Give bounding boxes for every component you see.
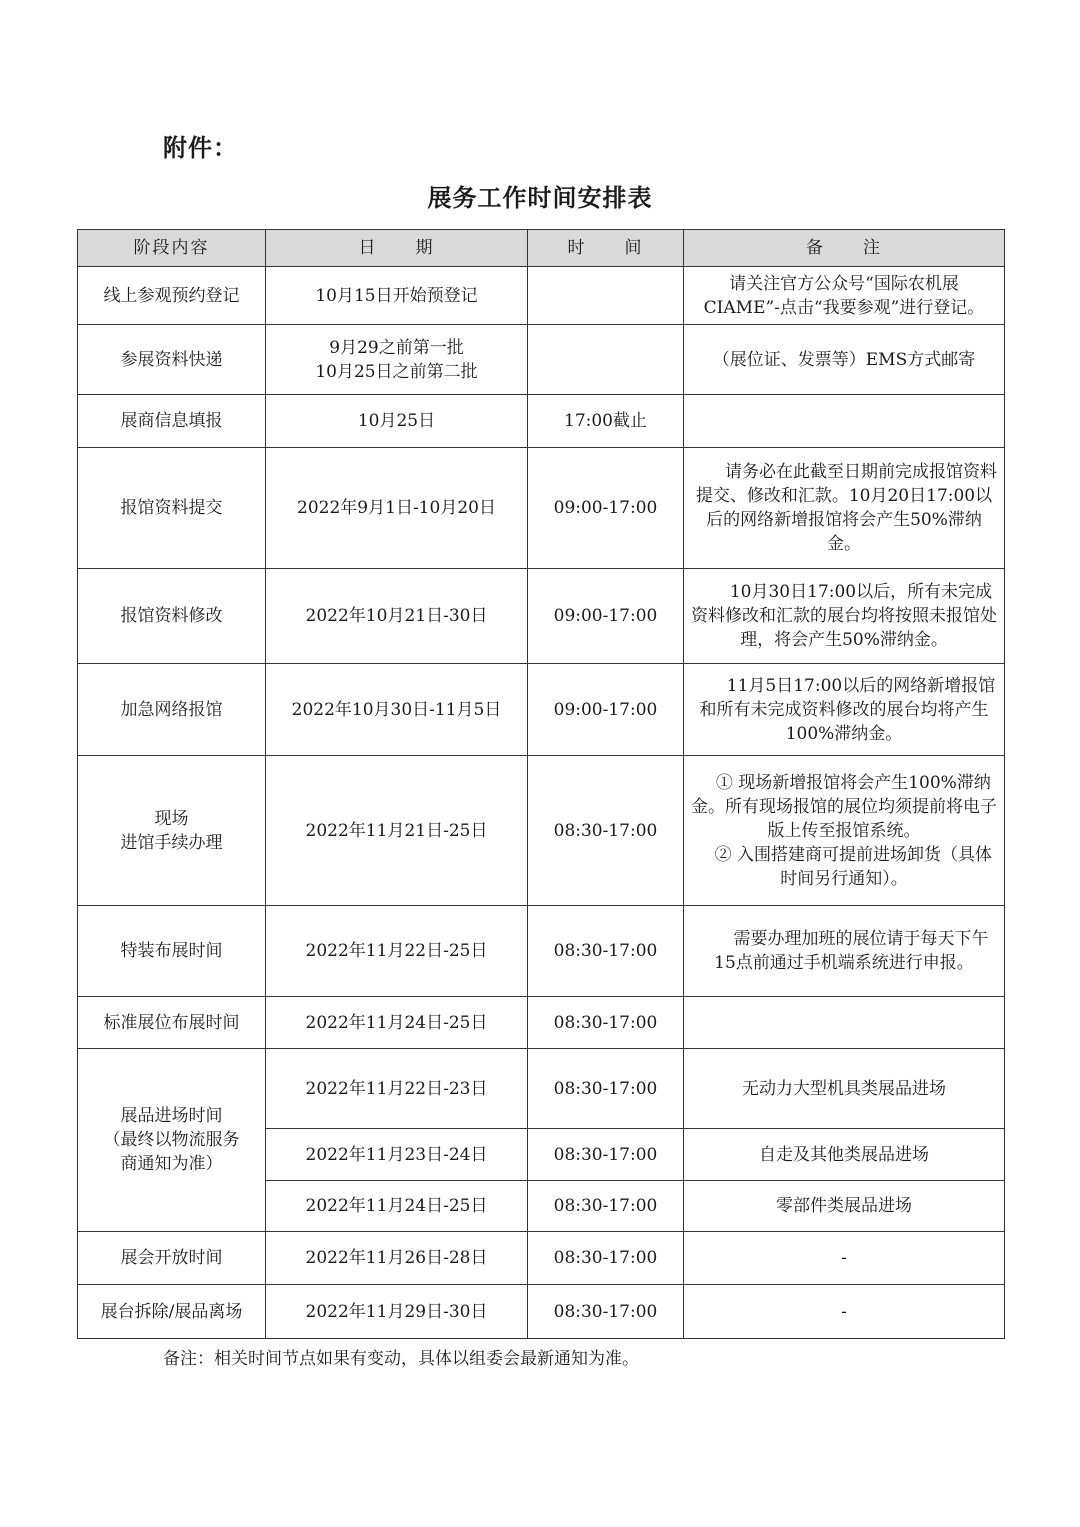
note-cell bbox=[684, 395, 1005, 448]
date-cell: 2022年11月23日-24日 bbox=[266, 1129, 528, 1181]
date-cell bbox=[266, 325, 528, 395]
attachment-label: 附件： bbox=[163, 134, 238, 162]
time-cell: 08:30-17:00 bbox=[528, 906, 684, 997]
stage-cell bbox=[78, 1049, 266, 1232]
note-text: 10月30日17:00以后，所有未完成资料修改和汇款的展台均将按照未报馆处理，将会产生50%滞纳金。 bbox=[691, 582, 997, 650]
page-title: 展务工作时间安排表 bbox=[427, 184, 653, 212]
column-header-time: 时 间 bbox=[528, 230, 684, 267]
column-header-date: 日 期 bbox=[266, 230, 528, 267]
date-cell: 2022年11月22日-25日 bbox=[266, 906, 528, 997]
table-header-row bbox=[78, 230, 1005, 267]
schedule-table bbox=[77, 229, 1005, 1339]
date-cell: 10月15日开始预登记 bbox=[266, 267, 528, 325]
date-cell: 2022年9月1日-10月20日 bbox=[266, 448, 528, 569]
date-cell: 2022年10月30日-11月5日 bbox=[266, 664, 528, 756]
time-cell: 09:00-17:00 bbox=[528, 664, 684, 756]
note-cell: - bbox=[684, 1285, 1005, 1339]
note-cell bbox=[684, 756, 1005, 906]
stage-cell: 报馆资料修改 bbox=[78, 569, 266, 664]
stage-cell: 报馆资料提交 bbox=[78, 448, 266, 569]
date-cell: 2022年11月22日-23日 bbox=[266, 1049, 528, 1129]
note-cell bbox=[684, 448, 1005, 569]
time-cell: 08:30-17:00 bbox=[528, 997, 684, 1049]
note-line: 请关注官方公众号“国际农机展 bbox=[729, 273, 959, 294]
table-row bbox=[78, 395, 1005, 448]
stage-cell: 展商信息填报 bbox=[78, 395, 266, 448]
time-cell: 08:30-17:00 bbox=[528, 1049, 684, 1129]
note-cell bbox=[684, 906, 1005, 997]
date-cell: 2022年11月24日-25日 bbox=[266, 1181, 528, 1232]
note-cell: 无动力大型机具类展品进场 bbox=[684, 1049, 1005, 1129]
note-cell: - bbox=[684, 1232, 1005, 1285]
table-row bbox=[78, 906, 1005, 997]
date-cell: 2022年11月26日-28日 bbox=[266, 1232, 528, 1285]
stage-cell: 标准展位布展时间 bbox=[78, 997, 266, 1049]
note-text: 11月5日17:00以后的网络新增报馆和所有未完成资料修改的展台均将产生100%滞纳金。 bbox=[699, 675, 996, 744]
note-cell bbox=[684, 569, 1005, 664]
table-row bbox=[78, 756, 1005, 906]
date-cell: 2022年11月24日-25日 bbox=[266, 997, 528, 1049]
time-cell: 08:30-17:00 bbox=[528, 1285, 684, 1339]
stage-cell: 特装布展时间 bbox=[78, 906, 266, 997]
time-cell bbox=[528, 325, 684, 395]
time-cell: 09:00-17:00 bbox=[528, 448, 684, 569]
time-cell: 08:30-17:00 bbox=[528, 756, 684, 906]
time-cell: 17:00截止 bbox=[528, 395, 684, 448]
note-text: ① 现场新增报馆将会产生100%滞纳金。所有现场报馆的展位均须提前将电子版上传至报馆系统。 bbox=[691, 772, 997, 841]
table-row bbox=[78, 1049, 1005, 1129]
date-line: 9月29之前第一批 bbox=[329, 337, 464, 358]
table-row bbox=[78, 569, 1005, 664]
table-row bbox=[78, 997, 1005, 1049]
table-row bbox=[78, 664, 1005, 756]
note-text: 请务必在此截至日期前完成报馆资料提交、修改和汇款。10月20日17:00以后的网络新增报馆将会产生50%滞纳金。 bbox=[695, 462, 997, 554]
column-header-note: 备 注 bbox=[684, 230, 1005, 267]
stage-line: 展品进场时间 bbox=[120, 1106, 223, 1126]
time-cell bbox=[528, 267, 684, 325]
note-text: ② 入围搭建商可提前进场卸货（具体时间另行通知）。 bbox=[714, 844, 993, 889]
table-row bbox=[78, 267, 1005, 325]
time-cell: 08:30-17:00 bbox=[528, 1129, 684, 1181]
footer-remark: 备注：相关时间节点如果有变动，具体以组委会最新通知为准。 bbox=[163, 1349, 639, 1369]
date-cell: 2022年10月21日-30日 bbox=[266, 569, 528, 664]
table-row bbox=[78, 325, 1005, 395]
stage-cell: 加急网络报馆 bbox=[78, 664, 266, 756]
time-cell: 09:00-17:00 bbox=[528, 569, 684, 664]
date-cell: 10月25日 bbox=[266, 395, 528, 448]
column-header-stage: 阶段内容 bbox=[78, 230, 266, 267]
note-cell bbox=[684, 267, 1005, 325]
stage-cell: 参展资料快递 bbox=[78, 325, 266, 395]
stage-cell: 展会开放时间 bbox=[78, 1232, 266, 1285]
stage-cell: 线上参观预约登记 bbox=[78, 267, 266, 325]
stage-line: 现场 bbox=[154, 808, 189, 829]
stage-cell: 展台拆除/展品离场 bbox=[78, 1285, 266, 1339]
date-cell: 2022年11月21日-25日 bbox=[266, 756, 528, 906]
stage-line: 商通知为准） bbox=[120, 1154, 223, 1174]
stage-cell bbox=[78, 756, 266, 906]
note-cell: 零部件类展品进场 bbox=[684, 1181, 1005, 1232]
note-cell: （展位证、发票等）EMS方式邮寄 bbox=[684, 325, 1005, 395]
note-cell: 自走及其他类展品进场 bbox=[684, 1129, 1005, 1181]
table-row bbox=[78, 448, 1005, 569]
note-text: 需要办理加班的展位请于每天下午15点前通过手机端系统进行申报。 bbox=[714, 929, 989, 973]
table-row bbox=[78, 1285, 1005, 1339]
date-cell: 2022年11月29日-30日 bbox=[266, 1285, 528, 1339]
note-cell bbox=[684, 997, 1005, 1049]
stage-line: （最终以物流服务 bbox=[103, 1130, 240, 1150]
note-paragraph bbox=[690, 843, 998, 891]
time-cell: 08:30-17:00 bbox=[528, 1181, 684, 1232]
stage-line: 进馆手续办理 bbox=[120, 832, 223, 853]
note-paragraph bbox=[690, 771, 998, 843]
table-row bbox=[78, 1232, 1005, 1285]
note-cell bbox=[684, 664, 1005, 756]
note-line: CIAME”-点击“我要参观”进行登记。 bbox=[703, 297, 985, 318]
date-line: 10月25日之前第二批 bbox=[315, 361, 478, 382]
time-cell: 08:30-17:00 bbox=[528, 1232, 684, 1285]
